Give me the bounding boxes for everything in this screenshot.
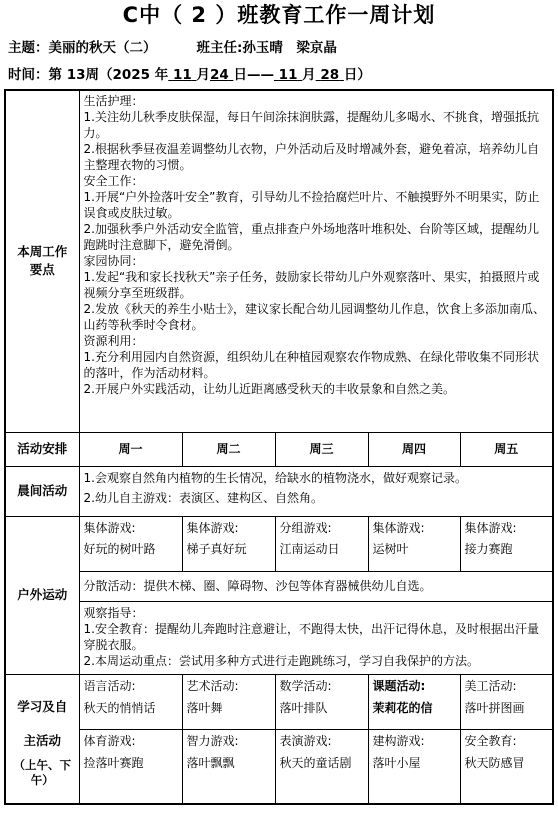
outdoor-game-monday: 集体游戏: 好玩的树叶路 [79, 516, 182, 571]
guidance-line: 1.安全教育：提醒幼儿奔跑时注意避让，不跑得太快，出汗记得休息，及时根据出汗量穿脱衣服。 [83, 621, 539, 652]
day-monday: 周一 [79, 432, 182, 466]
end-day-suffix: 日） [343, 67, 371, 83]
start-day: 24 [209, 67, 229, 83]
time-line [8, 64, 371, 86]
work-points-label: 本周工作要点 [5, 90, 79, 432]
schedule-header-row [5, 432, 553, 466]
morning-content [79, 466, 553, 516]
outdoor-label: 户外运动 [5, 516, 79, 674]
plan-table [4, 89, 554, 805]
work-line: 2.加强秋季户外活动安全监管，重点排查户外场地落叶堆积处、台阶等区域，提醒幼儿跑跳时注意脚下，避免滑倒。 [83, 222, 539, 252]
study-label-main: 学习及自主活动 [17, 698, 68, 748]
work-points-content [79, 90, 553, 432]
guidance-row [5, 601, 553, 674]
morning-label: 晨间活动 [5, 466, 79, 516]
study-row-1 [5, 674, 553, 729]
guidance-content [79, 601, 553, 674]
outdoor-games-row [5, 516, 553, 571]
start-month: 11 [172, 67, 192, 83]
outdoor-game-thursday: 集体游戏: 运树叶 [368, 516, 460, 571]
theme-text: 主题：美丽的秋天（二） [8, 40, 157, 56]
outdoor-game-friday: 集体游戏: 接力赛跑 [460, 516, 553, 571]
work-points-row [5, 90, 553, 432]
study-activity-thursday-2: 建构游戏: 落叶小屋 [368, 729, 460, 804]
study-activity-friday-2: 安全教育: 秋天防感冒 [460, 729, 553, 804]
scattered-row [5, 571, 553, 601]
morning-line: 2.幼儿自主游戏：表演区、建构区、自然角。 [83, 490, 323, 505]
teacher-text: 班主任:孙玉晴 梁京晶 [196, 40, 337, 56]
day-thursday: 周四 [368, 432, 460, 466]
day-wednesday: 周三 [275, 432, 368, 466]
morning-row [5, 466, 553, 516]
work-line: 2.根据秋季昼夜温差调整幼儿衣物，户外活动后及时增减外套，避免着凉，培养幼儿自主整理衣物的习惯。 [83, 142, 539, 172]
work-line: 2.发放《秋天的养生小贴士》，建议家长配合幼儿园调整幼儿作息，饮食上多添加南瓜、山药等秋季时令食材。 [83, 302, 545, 332]
outdoor-game-wednesday: 分组游戏: 江南运动日 [275, 516, 368, 571]
page-title: C中（ 2 ）班教育工作一周计划 [122, 3, 436, 27]
end-month: 11 [278, 67, 298, 83]
schedule-label: 活动安排 [5, 432, 79, 466]
scattered-activity: 分散活动：提供木梯、圈、障碍物、沙包等体育器械供幼儿自选。 [79, 571, 553, 601]
outdoor-game-tuesday: 集体游戏: 梯子真好玩 [182, 516, 275, 571]
work-line: 1.开展“户外捡落叶安全”教育，引导幼儿不捡拾腐烂叶片、不触摸野外不明果实，防止误食或皮肤过敏。 [83, 190, 540, 220]
study-row-2 [5, 729, 553, 804]
start-day-suffix: 日—— [233, 67, 274, 83]
work-line: 资源利用： [83, 334, 144, 348]
guidance-line: 2.本周运动重点：尝试用多种方式进行走跑跳练习，学习自我保护的方法。 [83, 653, 479, 668]
study-activity-monday-2: 体育游戏: 捡落叶赛跑 [79, 729, 182, 804]
work-line: 2.开展户外实践活动，让幼儿近距离感受秋天的丰收景象和自然之美。 [83, 382, 455, 396]
study-activity-tuesday-1: 艺术活动: 落叶舞 [182, 674, 275, 729]
study-activity-tuesday-2: 智力游戏: 落叶飘飘 [182, 729, 275, 804]
morning-line: 1.会观察自然角内植物的生长情况，给缺水的植物浇水，做好观察记录。 [83, 470, 467, 485]
day-tuesday: 周二 [182, 432, 275, 466]
work-line: 安全工作： [83, 174, 144, 188]
study-activity-wednesday-1: 数学活动: 落叶排队 [275, 674, 368, 729]
end-month-suffix: 月 [302, 67, 316, 83]
time-prefix: 时间：第 13周（2025 年 [8, 67, 169, 83]
study-activity-wednesday-2: 表演游戏: 秋天的童话剧 [275, 729, 368, 804]
end-day: 28 [320, 67, 340, 83]
study-activity-monday-1: 语言活动: 秋天的悄悄话 [79, 674, 182, 729]
theme-line [8, 37, 337, 59]
work-line: 1.充分利用园内自然资源，组织幼儿在种植园观察农作物成熟、在绿化带收集不同形状的落叶，作为活动材料。 [83, 350, 539, 380]
work-line: 1.发起“我和家长找秋天”亲子任务，鼓励家长带幼儿户外观察落叶、果实，拍摄照片或视频分享至班级群。 [83, 270, 540, 300]
day-friday: 周五 [460, 432, 553, 466]
start-month-suffix: 月 [196, 67, 210, 83]
work-line: 家园协同： [83, 254, 144, 268]
study-activity-friday-1: 美工活动: 落叶拼图画 [460, 674, 553, 729]
study-label-sub: （上午、下午） [13, 757, 71, 787]
study-label [5, 674, 79, 804]
work-line: 1.关注幼儿秋季皮肤保湿，每日午间涂抹润肤露，提醒幼儿多喝水、不挑食，增强抵抗力。 [83, 110, 539, 140]
work-line: 生活护理： [83, 94, 144, 108]
study-activity-thursday-1: 课题活动: 茉莉花的信 [368, 674, 460, 729]
guidance-line: 观察指导： [83, 605, 144, 620]
